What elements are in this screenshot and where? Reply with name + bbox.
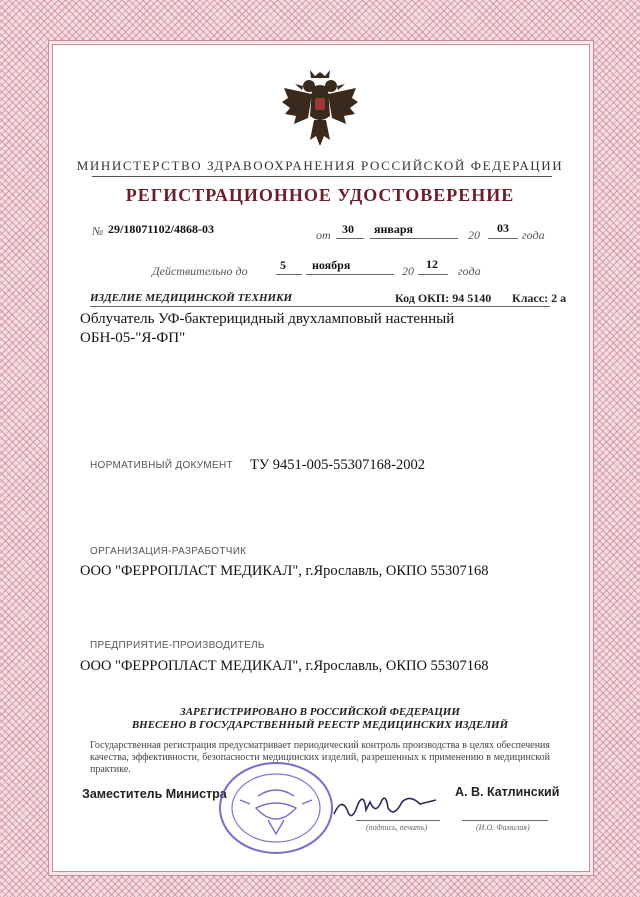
registration-day: 30 (342, 222, 354, 236)
validity-year: 12 (426, 257, 438, 271)
registered-line2: ВНЕСЕНО В ГОСУДАРСТВЕННЫЙ РЕЕСТР МЕДИЦИНСКИХ ИЗДЕЛИЙ (131, 719, 509, 731)
validity-year-label: года (458, 264, 481, 278)
deputy-minister-title: Заместитель Министра (82, 787, 227, 801)
signer-name: А. В. Катлинский (455, 785, 560, 799)
product-divider (90, 306, 550, 307)
registration-year: 03 (497, 221, 509, 235)
from-label: от (316, 228, 331, 242)
validity-label: Действительно до (152, 264, 248, 278)
ministry-name: МИНИСТЕРСТВО ЗДРАВООХРАНЕНИЯ РОССИЙСКОЙ ФЕДЕРАЦИИ (76, 158, 564, 173)
official-stamp (216, 760, 336, 856)
developer-label: ОРГАНИЗАЦИЯ-РАЗРАБОТЧИК (90, 546, 247, 557)
product-name-line2: ОБН-05-"Я-ФП" (80, 330, 186, 346)
signature-underline (356, 820, 440, 821)
validity-day-underline (276, 274, 302, 275)
product-name-line1: Облучатель УФ-бактерицидный двухламповый настенный (80, 311, 455, 327)
name-caption: (И.О. Фамилия) (476, 823, 530, 832)
developer-value: ООО "ФЕРРОПЛАСТ МЕДИКАЛ", г.Ярославль, ОКПО 55307168 (80, 563, 489, 579)
validity-month-underline (306, 274, 394, 275)
registration-number: 29/18071102/4868-03 (108, 222, 215, 236)
year-underline (488, 238, 518, 239)
number-label: № (92, 224, 104, 238)
registered-line1: ЗАРЕГИСТРИРОВАНО В РОССИЙСКОЙ ФЕДЕРАЦИИ (180, 706, 460, 718)
certificate-title: РЕГИСТРАЦИОННОЕ УДОСТОВЕРЕНИЕ (125, 185, 515, 205)
normative-label: НОРМАТИВНЫЙ ДОКУМЕНТ (90, 460, 233, 471)
product-class: Класс: 2 а (512, 291, 567, 305)
signature-caption: (подпись, печать) (366, 823, 428, 832)
header-divider (92, 176, 552, 177)
year-label: года (522, 228, 545, 242)
validity-year-underline (418, 274, 448, 275)
year-prefix: 20 (468, 228, 480, 242)
double-headed-eagle-emblem (282, 66, 358, 150)
product-name (80, 310, 540, 348)
normative-value: ТУ 9451-005-55307168-2002 (250, 457, 425, 473)
registration-month: января (374, 222, 414, 236)
validity-month: ноября (312, 258, 351, 272)
validity-year-prefix: 20 (402, 264, 414, 278)
day-underline (336, 238, 364, 239)
name-underline (462, 820, 548, 821)
manufacturer-label: ПРЕДПРИЯТИЕ-ПРОИЗВОДИТЕЛЬ (90, 640, 265, 651)
okp-code: Код ОКП: 94 5140 (395, 291, 492, 305)
product-heading: ИЗДЕЛИЕ МЕДИЦИНСКОЙ ТЕХНИКИ (90, 292, 293, 304)
manufacturer-value: ООО "ФЕРРОПЛАСТ МЕДИКАЛ", г.Ярославль, ОКПО 55307168 (80, 658, 489, 674)
validity-day: 5 (280, 258, 286, 272)
registration-paragraph: Государственная регистрация предусматривает периодический контроль производства в целях обеспечения качества, эффективности, безопасности медицинских изделий, разрешенных к применению в медицинской практике. (90, 740, 550, 775)
month-underline (370, 238, 458, 239)
